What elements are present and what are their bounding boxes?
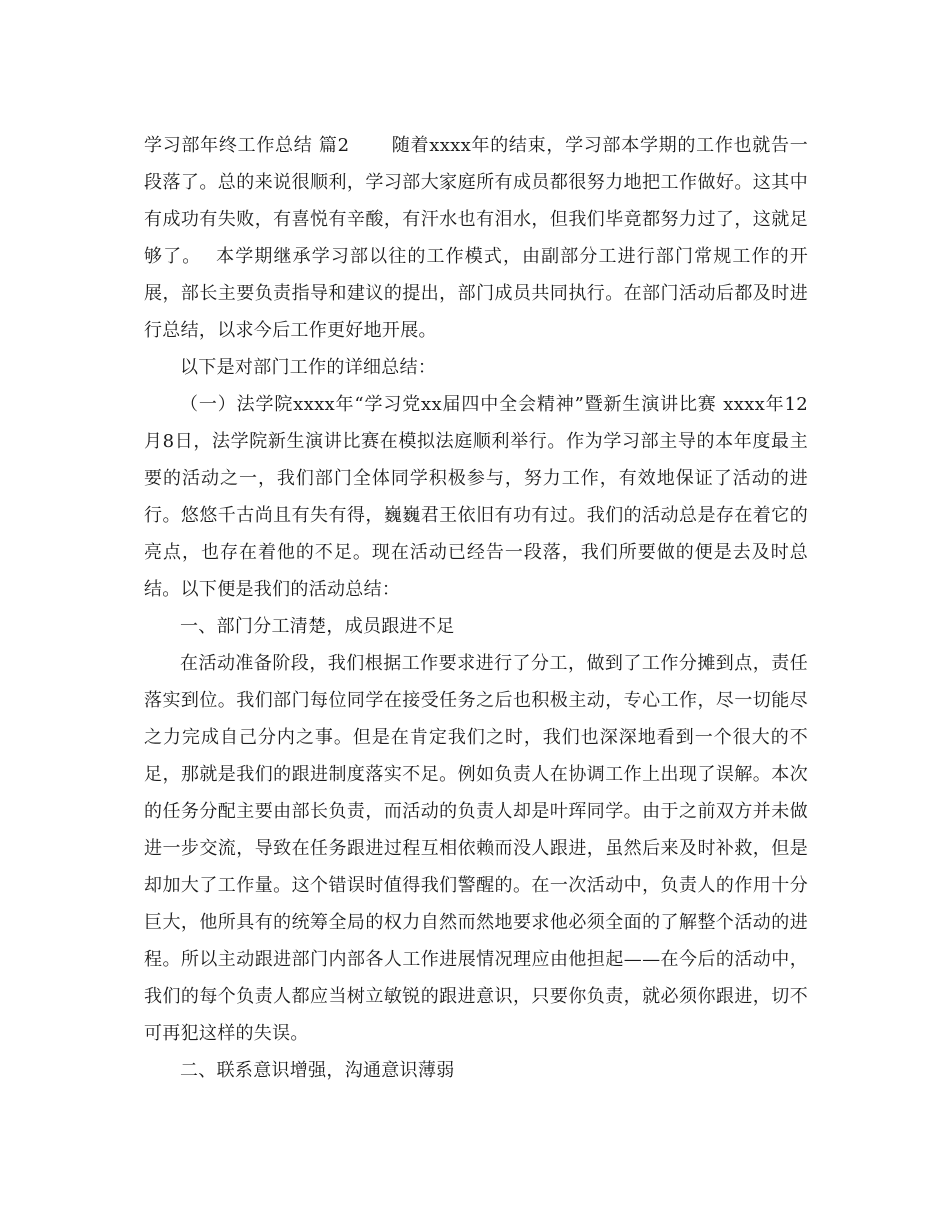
- document-body: [144, 127, 808, 1089]
- opening-paragraph: [144, 127, 808, 349]
- section-heading-1: 一、部门分工清楚，成员跟进不足: [180, 616, 455, 637]
- paragraph-event-summary: （一）法学院xxxx年“学习党xx届四中全会精神”暨新生演讲比赛 xxxx年12月8日，法学院新生演讲比赛在模拟法庭顺利举行。作为学习部主导的本年度最主要的活动之一，我们部门全体同学积极参与，努力工作，有效地保证了活动的进行。悠悠千古尚且有失有得，巍巍君王依旧有功有过。我们的活动总是存在着它的亮点，也存在着他的不足。现在活动已经告一段落，我们所要做的便是去及时总结。以下便是我们的活动总结：: [144, 394, 808, 600]
- section-heading-2: 二、联系意识增强，沟通意识薄弱: [180, 1060, 455, 1081]
- paragraph-summary-intro: 以下是对部门工作的详细总结：: [180, 357, 437, 378]
- document-title: 学习部年终工作总结 篇2: [144, 135, 350, 156]
- opening-continuation: 本学期继承学习部以往的工作模式，由副部分工进行部门常规工作的开展，部长主要负责指导和建议的提出，部门成员共同执行。在部门活动后都及时进行总结，以求今后工作更好地开展。: [144, 246, 808, 341]
- paragraph-section-1-body: 在活动准备阶段，我们根据工作要求进行了分工，做到了工作分摊到点，责任落实到位。我们部门每位同学在接受任务之后也积极主动，专心工作，尽一切能尽之力完成自己分内之事。但是在肯定我们之时，我们也深深地看到一个很大的不足，那就是我们的跟进制度落实不足。例如负责人在协调工作上出现了误解。本次的任务分配主要由部长负责，而活动的负责人却是叶珲同学。由于之前双方并未做进一步交流，导致在任务跟进过程互相依赖而没人跟进，虽然后来及时补救，但是却加大了工作量。这个错误时值得我们警醒的。在一次活动中，负责人的作用十分巨大，他所具有的统筹全局的权力自然而然地要求他必须全面的了解整个活动的进程。所以主动跟进部门内部各人工作进展情况理应由他担起——在今后的活动中，我们的每个负责人都应当树立敏锐的跟进意识，只要你负责，就必须你跟进，切不可再犯这样的失误。: [144, 653, 808, 1044]
- opening-lead: 随着xxxx年的结束，学习部本学期的工作也就告一段落了。总的来说很顺利，学习部大家庭所有成员都很努力地把工作做好。这其中有成功有失败，有喜悦有辛酸，有汗水也有泪水，但我们毕竟都努力过了，这就足够了。: [144, 135, 808, 267]
